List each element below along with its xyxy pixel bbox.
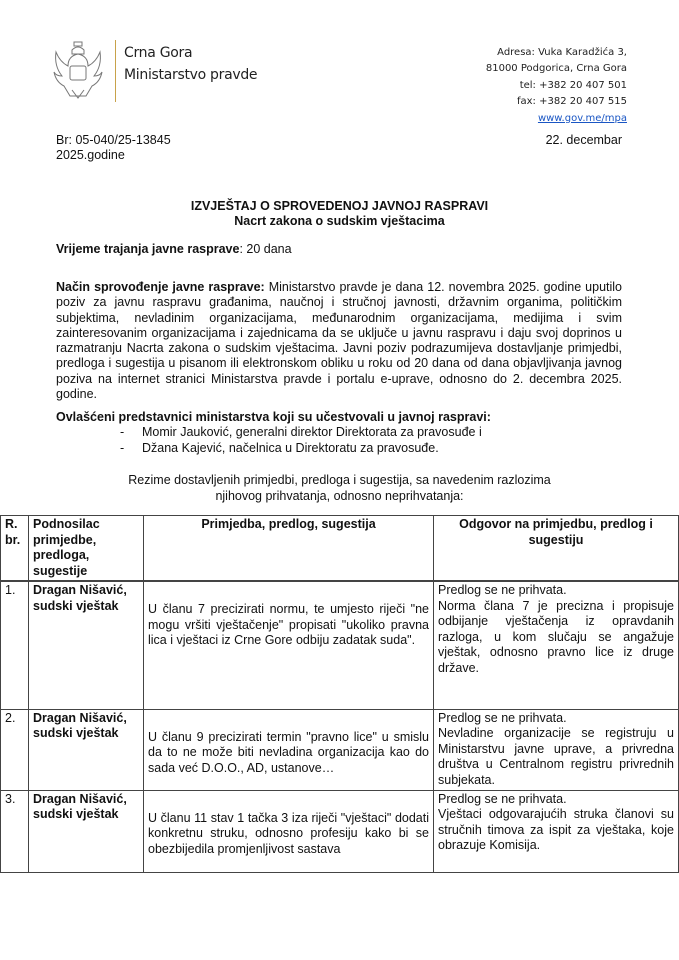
answer: Norma člana 7 je precizna i propisuje odbijanje vještačenja iz opravdanih razloga, u kom slučaju se angažuje vještak, odnosno pravno lice iz druge države. — [438, 598, 674, 675]
comment: U članu 9 precizirati termin "pravno lice" u smislu da to ne može biti nevladina organizacija kao do sada već D.O.O., AD, ustanove… — [144, 709, 434, 790]
row-number: 1. — [1, 581, 29, 709]
reference-number-text: Br: 05-040/25-13845 — [56, 133, 171, 147]
contact-block — [486, 45, 627, 127]
fax: fax: +382 20 407 515 — [516, 96, 627, 108]
answer-cell — [434, 581, 679, 709]
reference-number — [56, 133, 171, 163]
submitter: Dragan Nišavić, sudski vještak — [29, 709, 144, 790]
coat-of-arms-logo — [52, 38, 104, 104]
column-header-answer: Odgovor na primjedbu, predlog i sugestiju — [434, 516, 679, 582]
table-row — [1, 709, 679, 790]
title-main: IZVJEŠTAJ O SPROVEDENOJ JAVNOJ RASPRAVI — [190, 199, 489, 213]
summary-line: njihovog prihvatanja, odnosno neprihvatanja: — [215, 488, 464, 503]
comments-table — [0, 515, 679, 873]
method-label: Način sprovođenje javne rasprave: — [56, 280, 265, 294]
row-number: 3. — [1, 790, 29, 872]
address-line: 81000 Podgorica, Crna Gora — [485, 63, 627, 75]
answer-cell — [434, 709, 679, 790]
status: Predlog se ne prihvata. — [438, 791, 567, 806]
method-paragraph — [56, 280, 622, 402]
column-header-comment: Primjedba, predlog, sugestija — [144, 516, 434, 582]
website-link[interactable]: www.gov.me/mpa — [537, 112, 627, 124]
comment: U članu 7 precizirati normu, te umjesto riječi "ne mogu vršiti vještačenje" propisati "ukoliko pravna lica i vještaci iz Crne Gore odbiju zadatak suda". — [144, 581, 434, 709]
organization-name — [124, 42, 257, 86]
duration-value: : 20 dana — [239, 242, 292, 256]
column-header-number: R. br. — [1, 516, 29, 582]
address-line: Adresa: Vuka Karadžića 3, — [497, 47, 627, 58]
document-title — [0, 199, 679, 229]
row-number: 2. — [1, 709, 29, 790]
answer: Vještaci odgovarajućih struka članovi su stručnih timova za ispit za vještaka, koje obrazuje Komisija. — [438, 807, 674, 852]
answer-cell — [434, 790, 679, 872]
status: Predlog se ne prihvata. — [438, 583, 567, 597]
representatives-heading: Ovlašćeni predstavnici ministarstva koji su učestvovali u javnoj raspravi: — [56, 410, 491, 424]
list-item: - Džana Kajević, načelnica u Direktoratu za pravosuđe. — [120, 441, 482, 457]
answer: Nevladine organizacije se registruju u Ministarstvu javne uprave, a privredna društva u Centralnom registru privrednih subjekata. — [438, 726, 674, 787]
submitter: Dragan Nišavić, sudski vještak — [29, 790, 144, 872]
table-row — [1, 581, 679, 709]
summary-intro — [0, 473, 679, 504]
document-date: 22. decembar — [545, 133, 622, 147]
duration-paragraph — [56, 242, 622, 257]
phone: tel: +382 20 407 501 — [519, 79, 627, 91]
method-text: Ministarstvo pravde je dana 12. novembra 2025. godine uputilo poziv za javnu raspravu građanima, naučnoj i stručnoj javnosti, državnim organima, političkim subjektima, nevladinim organizacijama, međunarodnim organizacijama, medijima i svim zainteresovanim organizacijama i zajednicama da se uključe u javnu raspravu i daju svoj doprinos u razmatranju Nacrta zakona o sudskim vještacima. Javni poziv podrazumijeva dostavljanje primjedbi, predloga i sugestija u pisanom ili elektronskom obliku u roku od 20 dana od dana objavljivanja javnog poziva na internet stranici Ministarstva pravde i portalu e-uprave, odnosno do 2. decembra 2025. godine. — [56, 280, 623, 402]
status: Predlog se ne prihvata. — [438, 710, 567, 725]
reference-year: 2025.godine — [56, 148, 125, 162]
title-sub: Nacrt zakona o sudskim vještacima — [234, 214, 445, 228]
list-item: - Momir Jauković, generalni direktor Direktorata za pravosuđe i — [120, 425, 482, 441]
country-name: Crna Gora — [124, 45, 193, 61]
table-row — [1, 790, 679, 872]
comment: U članu 11 stav 1 tačka 3 iza riječi "vještaci" dodati konkretnu struku, odnosno profesiju kako bi se obezbijedila promjenljivost sastava — [144, 790, 434, 872]
representatives-list — [120, 425, 482, 456]
summary-line: Rezime dostavljenih primjedbi, predloga i sugestija, sa navedenim razlozima — [128, 473, 551, 487]
duration-label: Vrijeme trajanja javne rasprave — [56, 242, 240, 256]
submitter: Dragan Nišavić, sudski vještak — [29, 581, 144, 709]
table-header-row — [1, 516, 679, 582]
header-divider — [115, 40, 116, 102]
column-header-submitter: Podnosilac primjedbe, predloga, sugestije — [29, 516, 144, 582]
ministry-name: Ministarstvo pravde — [124, 67, 258, 83]
